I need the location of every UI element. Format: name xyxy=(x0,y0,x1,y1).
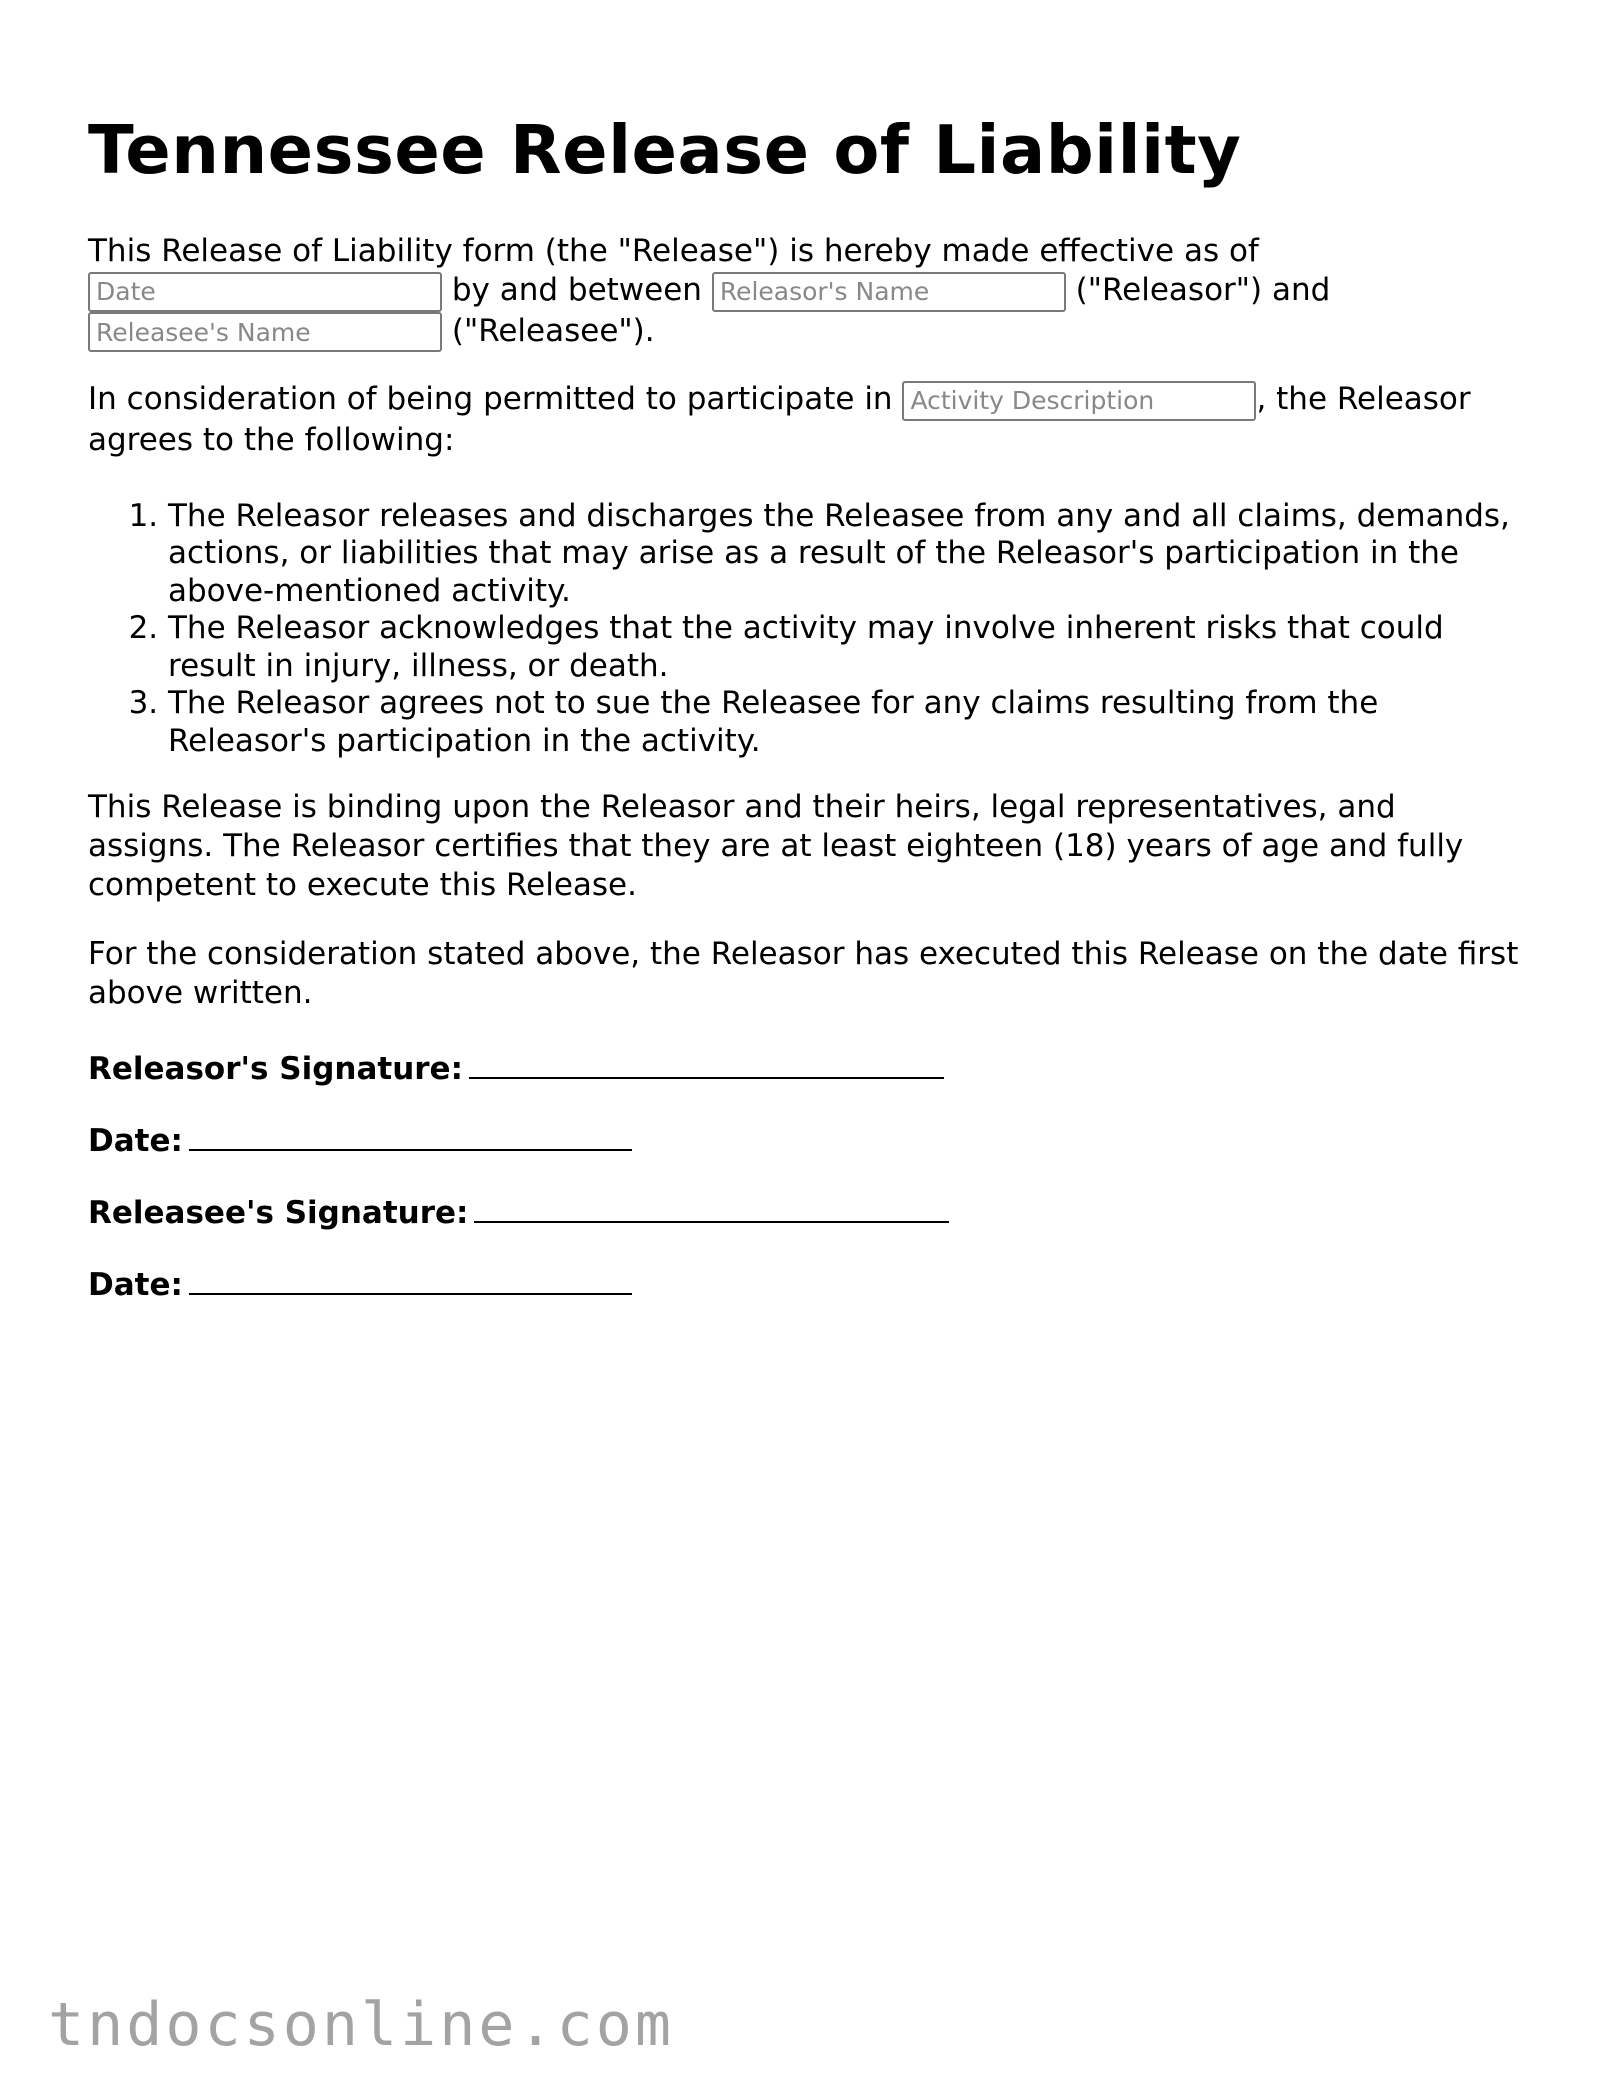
terms-list xyxy=(88,498,1528,761)
intro-text-before-releasor: by and between xyxy=(442,272,712,308)
releasor-date-label: Date: xyxy=(88,1123,183,1159)
site-watermark: tndocsonline.com xyxy=(48,1990,674,2060)
execution-paragraph: For the consideration stated above, the Releasor has executed this Release on the date first above written. xyxy=(88,936,1519,1011)
releasor-signature-row xyxy=(88,1047,1528,1089)
document-page xyxy=(88,110,1528,1305)
intro-text-after-releasee: ("Releasee"). xyxy=(442,312,655,349)
date-field[interactable] xyxy=(88,272,442,312)
consideration-text-before-activity: In consideration of being permitted to participate in xyxy=(88,381,903,417)
intro-text-before-date: This Release of Liability form (the "Release") is hereby made effective as of xyxy=(88,233,1259,269)
intro-text-after-releasor: ("Releasor") and xyxy=(1065,272,1331,308)
term-item: 3. The Releasor agrees not to sue the Releasee for any claims resulting from the Releasor's participation in the activity. xyxy=(168,685,1528,760)
releasor-name-field[interactable] xyxy=(712,272,1066,312)
binding-paragraph: This Release is binding upon the Releasor and their heirs, legal representatives, and assigns. The Releasor certifies that they are at least eighteen (18) years of age and fully competent to execute this Release. xyxy=(88,789,1464,903)
releasee-signature-row xyxy=(88,1191,1528,1233)
releasee-signature-label: Releasee's Signature: xyxy=(88,1195,469,1231)
releasor-date-line[interactable] xyxy=(189,1119,632,1151)
document-title: Tennessee Release of Liability xyxy=(88,111,1242,189)
activity-description-field[interactable] xyxy=(902,381,1256,421)
consideration-paragraph xyxy=(88,380,1528,460)
releasor-date-row xyxy=(88,1119,1528,1161)
releasee-signature-line[interactable] xyxy=(474,1191,949,1223)
releasee-date-row xyxy=(88,1263,1528,1305)
releasee-date-label: Date: xyxy=(88,1267,183,1303)
releasor-signature-line[interactable] xyxy=(469,1047,944,1079)
releasor-signature-label: Releasor's Signature: xyxy=(88,1051,463,1087)
consideration-text-after-activity: , the Releasor agrees to the following: xyxy=(88,381,1471,458)
releasee-date-line[interactable] xyxy=(189,1263,632,1295)
term-item: 2. The Releasor acknowledges that the activity may involve inherent risks that could result in injury, illness, or death. xyxy=(168,610,1528,685)
intro-paragraph xyxy=(88,232,1528,352)
releasee-name-field[interactable] xyxy=(88,312,442,352)
term-item: 1. The Releasor releases and discharges the Releasee from any and all claims, demands, actions, or liabilities that may arise as a result of the Releasor's participation in the above-mentioned activity. xyxy=(168,498,1528,611)
